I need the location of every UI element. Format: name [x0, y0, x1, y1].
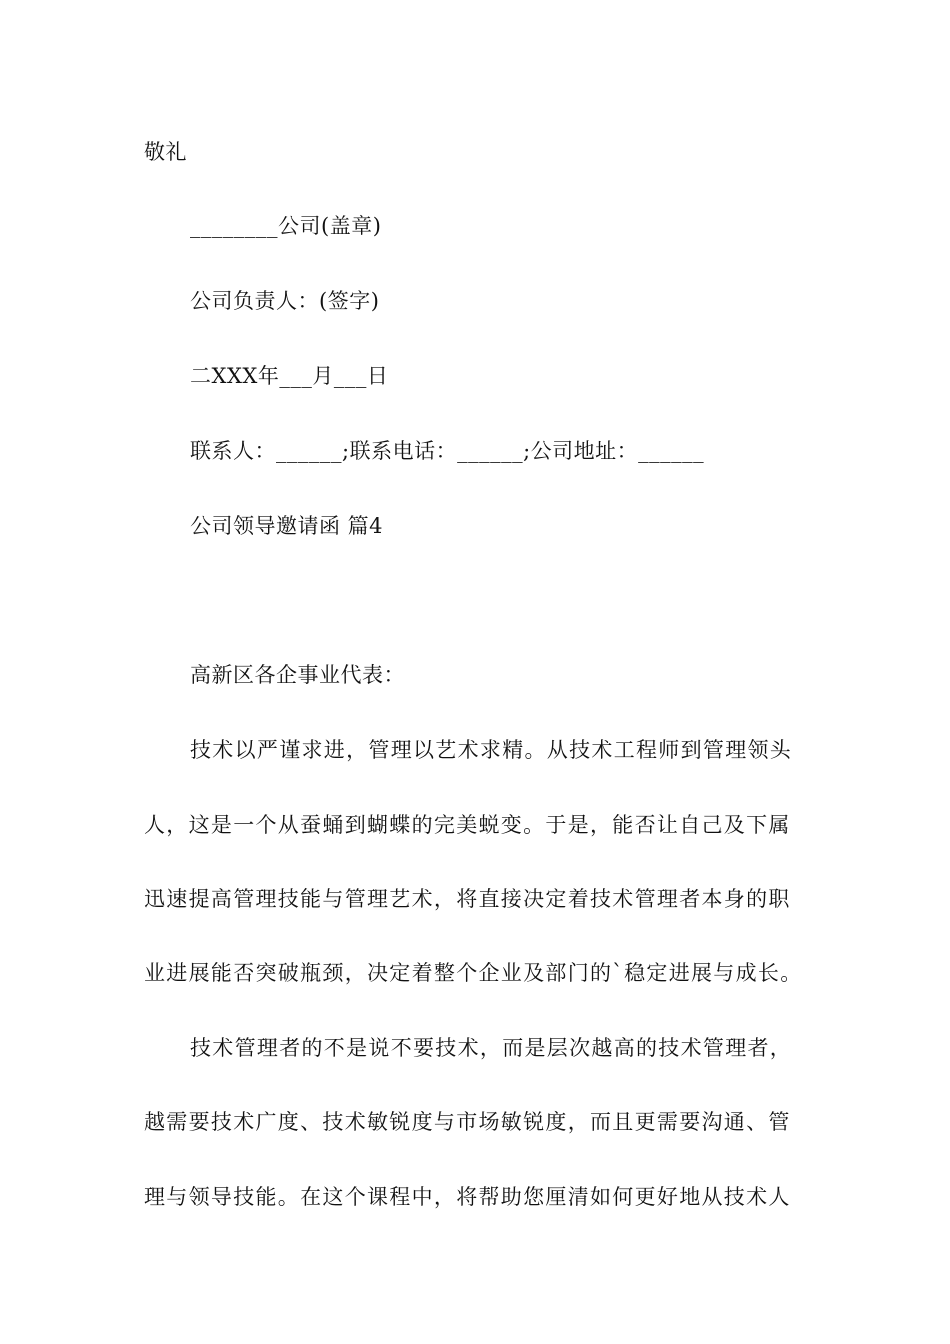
paragraph2-line-1: 技术管理者的不是说不要技术，而是层次越高的技术管理者，	[190, 1036, 793, 1060]
paragraph1-line-2: 人，这是一个从蚕蛹到蝴蝶的完美蜕变。于是，能否让自己及下属	[144, 813, 791, 837]
closing-salutation: 敬礼	[144, 140, 187, 164]
contact-info-line: 联系人：______;联系电话：______;公司地址：______	[190, 439, 705, 463]
company-stamp-line: ________公司(盖章)	[190, 214, 382, 238]
paragraph2-line-2: 越需要技术广度、技术敏锐度与市场敏锐度，而且更需要沟通、管	[144, 1110, 791, 1134]
section-title: 公司领导邀请函 篇4	[190, 514, 384, 538]
paragraph1-line-3: 迅速提高管理技能与管理艺术，将直接决定着技术管理者本身的职	[144, 887, 791, 911]
date-line: 二XXX年___月___日	[190, 364, 389, 388]
paragraph2-line-3: 理与领导技能。在这个课程中，将帮助您厘清如何更好地从技术人	[144, 1185, 791, 1209]
paragraph1-line-4: 业进展能否突破瓶颈，决定着整个企业及部门的`稳定进展与成长。	[144, 961, 803, 985]
responsible-person-signature-line: 公司负责人：(签字)	[190, 289, 380, 313]
paragraph1-line-1: 技术以严谨求进，管理以艺术求精。从技术工程师到管理领头	[190, 738, 793, 762]
letter-greeting: 高新区各企事业代表：	[190, 663, 405, 687]
